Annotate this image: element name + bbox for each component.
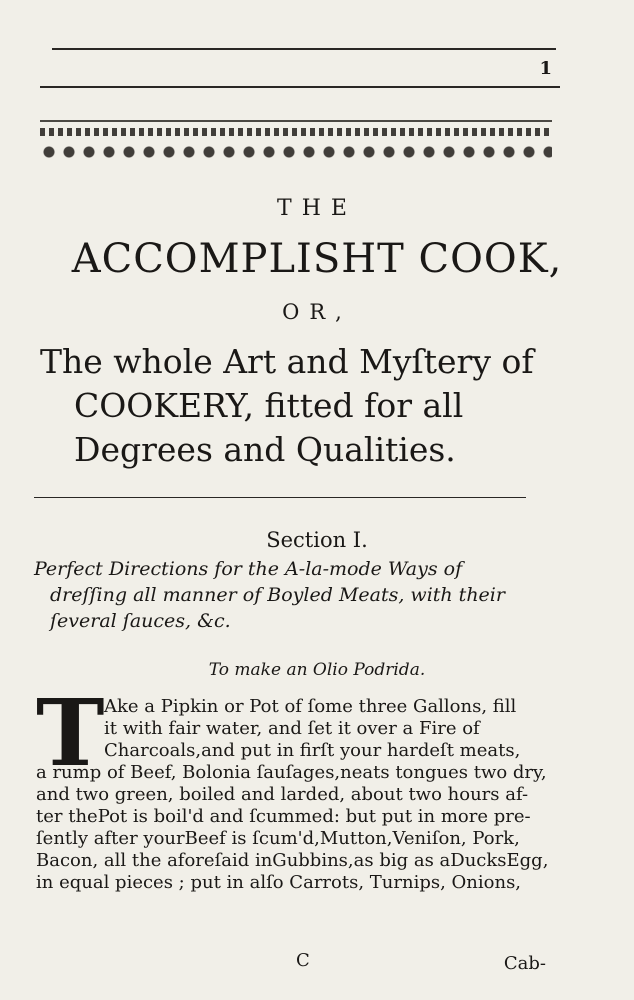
title-the: THE [277,196,357,221]
subtitle-line-3: Degrees and Qualities. [74,430,456,469]
book-subtitle [40,340,560,472]
section-description-line-3: ſeveral ſauces, &c. [50,610,231,632]
catchword: Cab- [503,953,546,974]
drop-cap: T [36,679,105,787]
section-description-line-1: Perfect Directions for the A-la-mode Ways of [34,558,463,580]
recipe-line-4: a rump of Beef, Bolonia ſauſages,neats tongues two dry, [36,762,547,783]
ornamental-band [40,120,552,170]
section-divider [34,497,526,498]
recipe-line-8: Bacon, all the aforeſaid inGubbins,as big as aDucksEgg, [36,850,549,871]
title-or: OR, [282,300,352,324]
subtitle-line-2: COOKERY, fitted for all [74,386,464,425]
section-description [34,556,554,634]
recipe-line-6: ter thePot is boil'd and ſcummed: but put in more pre- [36,806,531,827]
recipe-line-1: Ake a Pipkin or Pot of ſome three Gallons, fill [104,696,517,717]
book-title: ACCOMPLISHT COOK, [71,236,563,282]
section-description-line-2: dreſſing all manner of Boyled Meats, with their [50,584,505,606]
recipe-line-3: Charcoals,and put in firſt your hardeſt meats, [104,740,521,761]
subtitle-line-1: The whole Art and Myſtery of [40,342,534,381]
page-number: 1 [539,58,552,79]
recipe-title: To make an Olio Podrida. [208,660,426,680]
top-rule-1 [52,48,556,50]
recipe-line-9: in equal pieces ; put in alſo Carrots, Turnips, Onions, [36,872,522,893]
recipe-line-7: ſently after yourBeef is ſcum'd,Mutton,Veniſon, Pork, [36,828,520,849]
recipe-line-5: and two green, boiled and larded, about two hours af- [36,784,529,805]
recipe-line-2: it with fair water, and ſet it over a Fire of [104,718,480,739]
section-heading: Section I. [266,528,368,552]
signature-mark: C [296,950,310,971]
top-rule-2 [40,86,560,88]
